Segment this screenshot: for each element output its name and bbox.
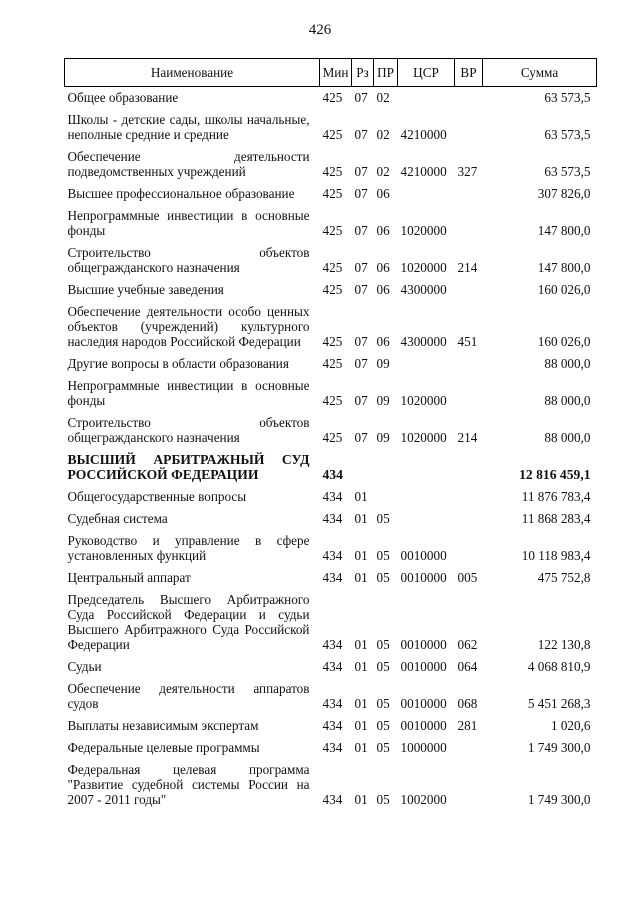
cell-csr: 1002000 (400, 792, 447, 807)
cell-rz: 01 (354, 792, 368, 807)
cell-rz: 01 (354, 489, 368, 504)
cell-name: Выплаты независимым экспертам (67, 718, 259, 733)
cell-name: Непрограммные инвестиции в основные фонды (67, 378, 310, 408)
cell-csr: 1000000 (400, 740, 447, 755)
cell-name: Федеральная целевая программа "Развитие судебной системы России на 2007 - 2011 годы" (67, 762, 310, 807)
cell-pr: 02 (376, 90, 390, 105)
cell-vr: 281 (457, 718, 478, 733)
table-row (65, 87, 597, 110)
cell-pr: 06 (376, 334, 390, 349)
table-row-section (65, 449, 597, 486)
table-row (65, 530, 597, 567)
cell-vr (455, 375, 483, 412)
table-header (65, 59, 597, 87)
cell-csr: 0010000 (400, 637, 447, 652)
cell-pr (374, 486, 398, 508)
cell-sum: 5 451 268,3 (527, 696, 591, 711)
budget-table (64, 58, 597, 811)
cell-csr (398, 508, 455, 530)
page-number: 426 (308, 22, 332, 38)
cell-sum: 88 000,0 (544, 356, 591, 371)
cell-min: 434 (322, 467, 343, 482)
cell-rz: 01 (354, 637, 368, 652)
cell-pr: 02 (376, 164, 390, 179)
table-row (65, 567, 597, 589)
cell-csr: 1020000 (400, 430, 447, 445)
cell-sum: 63 573,5 (544, 127, 591, 142)
table-row (65, 678, 597, 715)
cell-sum: 4 068 810,9 (527, 659, 591, 674)
cell-sum: 1 749 300,0 (527, 740, 591, 755)
cell-vr (455, 508, 483, 530)
cell-rz: 07 (354, 356, 368, 371)
cell-sum: 88 000,0 (544, 430, 591, 445)
cell-vr: 064 (457, 659, 478, 674)
cell-name: Непрограммные инвестиции в основные фонды (67, 208, 310, 238)
cell-sum: 1 020,6 (550, 718, 591, 733)
cell-pr: 05 (376, 740, 390, 755)
cell-min: 434 (322, 570, 343, 585)
table-row (65, 205, 597, 242)
cell-name: Руководство и управление в сфере установленных функций (67, 533, 310, 563)
cell-rz: 01 (354, 548, 368, 563)
table-row (65, 353, 597, 375)
cell-csr: 4210000 (400, 164, 447, 179)
cell-min: 434 (322, 740, 343, 755)
cell-rz: 07 (354, 282, 368, 297)
column-header-vr: ВР (455, 59, 483, 87)
cell-pr: 06 (376, 260, 390, 275)
cell-rz: 01 (354, 718, 368, 733)
cell-min: 425 (322, 223, 343, 238)
cell-pr: 06 (376, 186, 390, 201)
cell-min: 425 (322, 282, 343, 297)
cell-name: Судебная система (67, 511, 168, 526)
column-header-min: Мин (320, 59, 352, 87)
cell-vr (455, 530, 483, 567)
cell-rz: 07 (354, 430, 368, 445)
cell-min: 425 (322, 393, 343, 408)
cell-rz: 01 (354, 511, 368, 526)
cell-name: Высшие учебные заведения (67, 282, 224, 297)
table-row (65, 759, 597, 811)
cell-pr: 05 (376, 570, 390, 585)
column-header-csr: ЦСР (398, 59, 455, 87)
cell-csr (398, 449, 455, 486)
cell-csr: 0010000 (400, 696, 447, 711)
cell-csr: 1020000 (400, 223, 447, 238)
cell-rz: 07 (354, 334, 368, 349)
table-row (65, 301, 597, 353)
cell-vr (455, 279, 483, 301)
cell-sum: 11 868 283,4 (521, 511, 591, 526)
cell-name: Общее образование (67, 90, 179, 105)
cell-vr: 327 (457, 164, 478, 179)
column-header-sum: Сумма (483, 59, 597, 87)
cell-min: 434 (322, 548, 343, 563)
cell-min: 434 (322, 718, 343, 733)
cell-vr: 068 (457, 696, 478, 711)
cell-min: 425 (322, 186, 343, 201)
cell-vr (455, 205, 483, 242)
cell-vr (455, 486, 483, 508)
cell-name: Школы - детские сады, школы начальные, неполные средние и средние (67, 112, 310, 142)
cell-vr: 062 (457, 637, 478, 652)
table-row (65, 589, 597, 656)
cell-rz: 01 (354, 696, 368, 711)
cell-name: ВЫСШИЙ АРБИТРАЖНЫЙ СУД РОССИЙСКОЙ ФЕДЕРАЦИИ (67, 452, 310, 482)
cell-rz: 07 (354, 223, 368, 238)
table-body (65, 87, 597, 812)
cell-sum: 307 826,0 (537, 186, 591, 201)
cell-rz (352, 449, 374, 486)
table-row (65, 375, 597, 412)
table-row (65, 183, 597, 205)
cell-sum: 122 130,8 (537, 637, 591, 652)
cell-pr: 05 (376, 659, 390, 674)
cell-pr (374, 449, 398, 486)
cell-csr (398, 353, 455, 375)
cell-csr: 4300000 (400, 334, 447, 349)
cell-rz: 07 (354, 164, 368, 179)
table-row (65, 508, 597, 530)
table-row (65, 242, 597, 279)
cell-sum: 63 573,5 (544, 90, 591, 105)
cell-vr (455, 353, 483, 375)
cell-min: 425 (322, 334, 343, 349)
cell-min: 425 (322, 127, 343, 142)
cell-csr (398, 486, 455, 508)
cell-vr: 214 (457, 260, 478, 275)
cell-pr: 05 (376, 792, 390, 807)
cell-vr (455, 449, 483, 486)
cell-pr: 09 (376, 430, 390, 445)
cell-sum: 475 752,8 (537, 570, 591, 585)
cell-name: Высшее профессиональное образование (67, 186, 295, 201)
cell-rz: 07 (354, 186, 368, 201)
cell-rz: 07 (354, 127, 368, 142)
cell-sum: 11 876 783,4 (521, 489, 591, 504)
cell-csr (398, 183, 455, 205)
cell-name: Обеспечение деятельности аппаратов судов (67, 681, 310, 711)
cell-rz: 01 (354, 659, 368, 674)
cell-csr: 4210000 (400, 127, 447, 142)
cell-pr: 05 (376, 511, 390, 526)
cell-rz: 01 (354, 570, 368, 585)
cell-csr: 1020000 (400, 393, 447, 408)
cell-name: Обеспечение деятельности особо ценных объектов (учреждений) культурного наследия народов Российской Федерации (67, 304, 310, 349)
cell-vr (455, 759, 483, 811)
table-row (65, 109, 597, 146)
cell-name: Центральный аппарат (67, 570, 191, 585)
cell-pr: 05 (376, 696, 390, 711)
cell-min: 434 (322, 489, 343, 504)
cell-sum: 160 026,0 (537, 282, 591, 297)
column-header-name: Наименование (65, 59, 320, 87)
cell-min: 434 (322, 511, 343, 526)
table-row (65, 486, 597, 508)
cell-name: Федеральные целевые программы (67, 740, 260, 755)
table-row (65, 715, 597, 737)
cell-rz: 07 (354, 393, 368, 408)
cell-pr: 05 (376, 637, 390, 652)
cell-csr: 4300000 (400, 282, 447, 297)
cell-sum: 147 800,0 (537, 223, 591, 238)
cell-name: Председатель Высшего Арбитражного Суда Российской Федерации и судьи Высшего Арбитражного Суда Российской Федерации (67, 592, 310, 652)
cell-min: 425 (322, 356, 343, 371)
cell-min: 425 (322, 430, 343, 445)
cell-vr: 214 (457, 430, 478, 445)
cell-vr (455, 109, 483, 146)
cell-pr: 09 (376, 356, 390, 371)
cell-csr: 0010000 (400, 659, 447, 674)
table-row (65, 656, 597, 678)
cell-sum: 10 118 983,4 (521, 548, 591, 563)
cell-pr: 06 (376, 223, 390, 238)
cell-csr: 1020000 (400, 260, 447, 275)
cell-sum: 147 800,0 (537, 260, 591, 275)
cell-pr: 06 (376, 282, 390, 297)
cell-min: 425 (322, 260, 343, 275)
cell-rz: 01 (354, 740, 368, 755)
cell-vr (455, 183, 483, 205)
cell-min: 434 (322, 792, 343, 807)
cell-pr: 05 (376, 548, 390, 563)
cell-csr: 0010000 (400, 718, 447, 733)
cell-sum: 63 573,5 (544, 164, 591, 179)
cell-vr (455, 87, 483, 110)
cell-sum: 160 026,0 (537, 334, 591, 349)
cell-min: 425 (322, 164, 343, 179)
table-row (65, 146, 597, 183)
table-row (65, 279, 597, 301)
cell-name: Строительство объектов общегражданского назначения (67, 245, 310, 275)
cell-pr: 05 (376, 718, 390, 733)
cell-name: Судьи (67, 659, 102, 674)
cell-min: 434 (322, 637, 343, 652)
cell-pr: 09 (376, 393, 390, 408)
cell-csr: 0010000 (400, 548, 447, 563)
cell-name: Другие вопросы в области образования (67, 356, 289, 371)
cell-csr: 0010000 (400, 570, 447, 585)
column-header-pr: ПР (374, 59, 398, 87)
cell-name: Обеспечение деятельности подведомственных учреждений (67, 149, 310, 179)
table-row (65, 412, 597, 449)
cell-rz: 07 (354, 260, 368, 275)
table-row (65, 737, 597, 759)
cell-min: 425 (322, 90, 343, 105)
cell-vr: 005 (457, 570, 478, 585)
cell-min: 434 (322, 696, 343, 711)
cell-min: 434 (322, 659, 343, 674)
cell-sum: 1 749 300,0 (527, 792, 591, 807)
cell-sum: 88 000,0 (544, 393, 591, 408)
cell-sum: 12 816 459,1 (519, 467, 591, 482)
column-header-rz: Рз (352, 59, 374, 87)
cell-vr: 451 (457, 334, 478, 349)
cell-rz: 07 (354, 90, 368, 105)
cell-pr: 02 (376, 127, 390, 142)
cell-name: Строительство объектов общегражданского назначения (67, 415, 310, 445)
cell-vr (455, 737, 483, 759)
cell-csr (398, 87, 455, 110)
cell-name: Общегосударственные вопросы (67, 489, 247, 504)
